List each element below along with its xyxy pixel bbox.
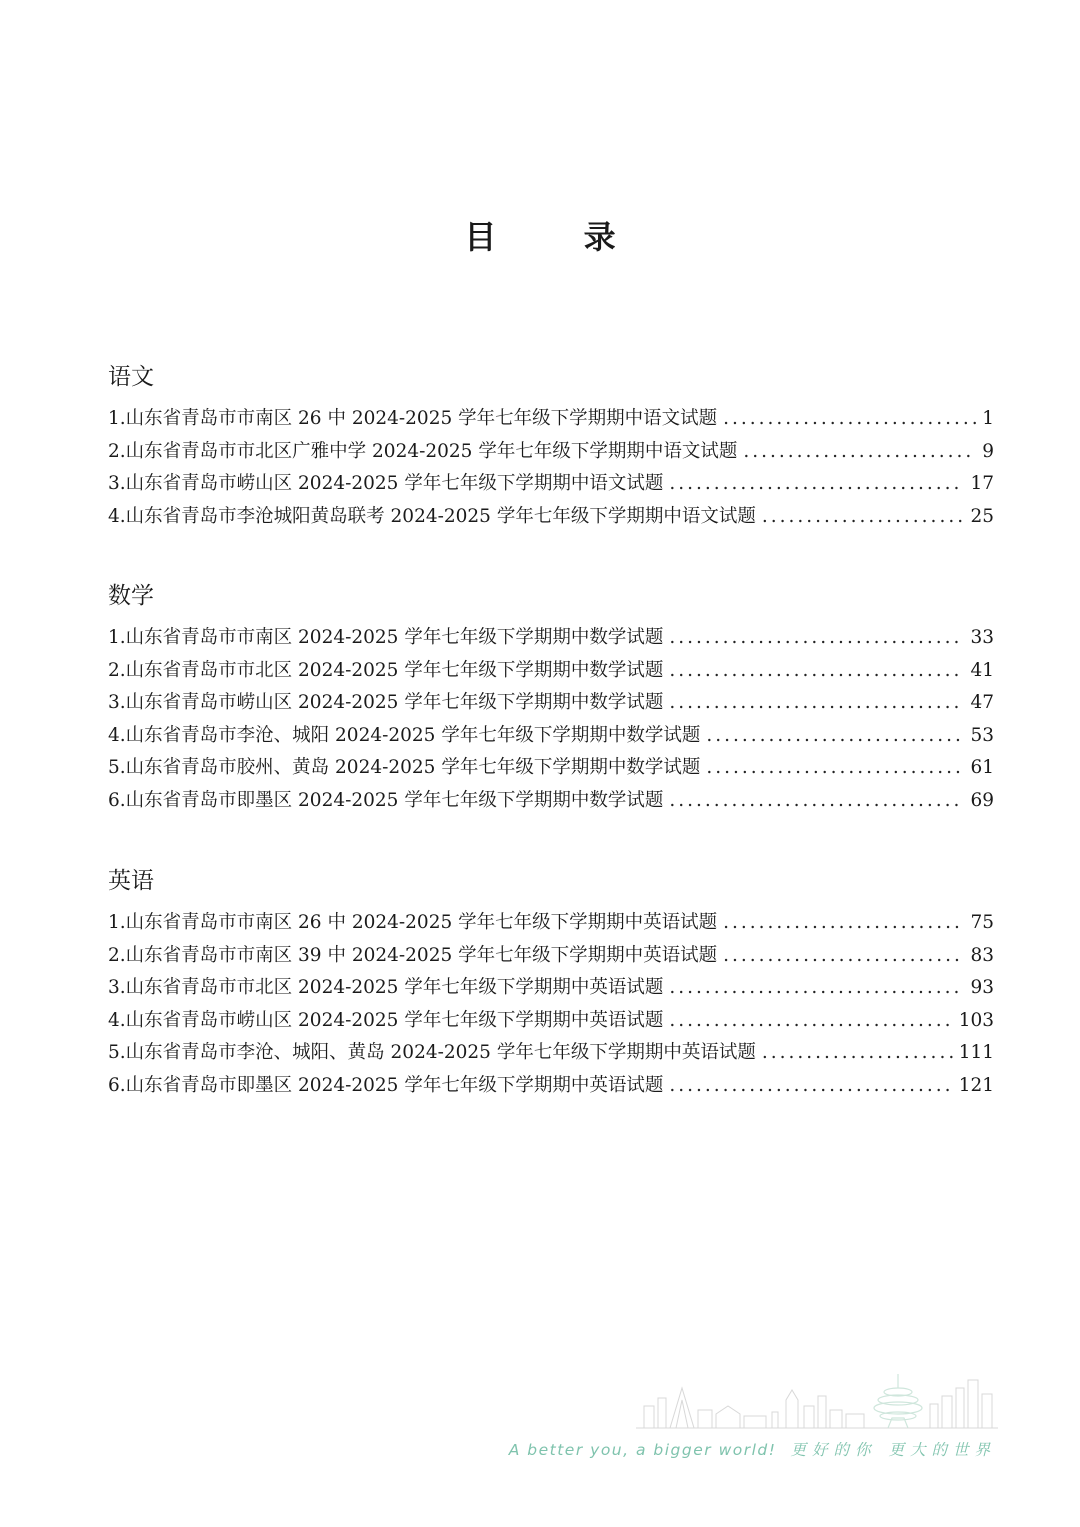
dot-leader [669, 687, 964, 720]
entry-title: 6.山东省青岛市即墨区 2024-2025 学年七年级下学期期中英语试题 [108, 1074, 664, 1096]
entry-page-number: 41 [970, 659, 994, 681]
toc-entry[interactable] [108, 501, 994, 534]
dot-leader [723, 403, 976, 436]
entry-page-number: 33 [970, 627, 994, 648]
dot-leader [723, 907, 964, 940]
dot-leader [669, 785, 964, 818]
entry-page-number: 111 [958, 1042, 994, 1063]
dot-leader [762, 1037, 953, 1070]
entry-page-number: 47 [970, 692, 994, 713]
dot-leader [706, 720, 964, 753]
entry-page-number: 103 [958, 1009, 994, 1031]
toc-entry[interactable] [108, 687, 994, 720]
dot-leader [669, 1005, 952, 1038]
footer-slogan [509, 1438, 996, 1460]
toc-entry[interactable] [108, 907, 994, 940]
entry-title: 3.山东省青岛市崂山区 2024-2025 学年七年级下学期期中语文试题 [108, 473, 664, 494]
entry-page-number: 121 [958, 1074, 994, 1096]
entry-page-number: 69 [970, 789, 994, 811]
toc-entry[interactable] [108, 972, 994, 1005]
entry-page-number: 83 [970, 944, 994, 966]
dot-leader [706, 752, 964, 785]
toc-section-english [108, 861, 994, 1102]
section-heading: 语文 [108, 364, 154, 390]
entry-title: 2.山东省青岛市市北区 2024-2025 学年七年级下学期期中数学试题 [108, 659, 664, 681]
entry-title: 3.山东省青岛市市北区 2024-2025 学年七年级下学期期中英语试题 [108, 977, 664, 998]
toc-entry[interactable] [108, 1070, 994, 1103]
entry-page-number: 93 [970, 977, 994, 998]
toc-entry[interactable] [108, 752, 994, 785]
entry-page-number: 61 [970, 757, 994, 778]
city-skyline-illustration [636, 1370, 998, 1430]
entry-page-number: 75 [970, 912, 994, 933]
toc-entry[interactable] [108, 1037, 994, 1070]
toc-entry[interactable] [108, 940, 994, 973]
entry-title: 5.山东省青岛市李沧、城阳、黄岛 2024-2025 学年七年级下学期期中英语试题 [108, 1042, 756, 1063]
dot-leader [669, 622, 964, 655]
toc-entry[interactable] [108, 785, 994, 818]
slogan-chinese-2: 更大的世界 [888, 1441, 996, 1459]
entry-page-number: 17 [970, 473, 994, 494]
entry-title: 1.山东省青岛市市南区 26 中 2024-2025 学年七年级下学期期中英语试题 [108, 912, 718, 933]
entry-page-number: 53 [970, 724, 994, 746]
entry-page-number: 9 [982, 440, 994, 462]
toc-entry[interactable] [108, 1005, 994, 1038]
section-heading: 数学 [108, 583, 154, 609]
entry-title: 4.山东省青岛市李沧、城阳 2024-2025 学年七年级下学期期中数学试题 [108, 724, 701, 746]
entry-title: 2.山东省青岛市市北区广雅中学 2024-2025 学年七年级下学期期中语文试题 [108, 440, 738, 462]
toc-section-chinese [108, 357, 994, 533]
slogan-english: A better you, a bigger world! [508, 1441, 777, 1459]
toc-entry[interactable] [108, 720, 994, 753]
entry-title: 2.山东省青岛市市南区 39 中 2024-2025 学年七年级下学期期中英语试题 [108, 944, 718, 966]
slogan-chinese-1: 更好的你 [790, 1441, 877, 1459]
entry-title: 6.山东省青岛市即墨区 2024-2025 学年七年级下学期期中数学试题 [108, 789, 664, 811]
entry-title: 4.山东省青岛市崂山区 2024-2025 学年七年级下学期期中英语试题 [108, 1009, 664, 1031]
toc-section-math [108, 576, 994, 817]
dot-leader [743, 436, 976, 469]
entry-page-number: 1 [982, 408, 994, 429]
entry-title: 1.山东省青岛市市南区 2024-2025 学年七年级下学期期中数学试题 [108, 627, 664, 648]
section-heading: 英语 [108, 868, 154, 894]
toc-entry[interactable] [108, 403, 994, 436]
entry-title: 3.山东省青岛市崂山区 2024-2025 学年七年级下学期期中数学试题 [108, 692, 664, 713]
dot-leader [669, 972, 964, 1005]
entry-title: 4.山东省青岛市李沧城阳黄岛联考 2024-2025 学年七年级下学期期中语文试题 [108, 505, 756, 527]
toc-entry[interactable] [108, 622, 994, 655]
toc-entry[interactable] [108, 436, 994, 469]
entry-page-number: 25 [970, 505, 994, 527]
page-title: 目 录 [464, 218, 654, 256]
toc-entry[interactable] [108, 655, 994, 688]
dot-leader [723, 940, 964, 973]
dot-leader [669, 468, 964, 501]
dot-leader [669, 655, 964, 688]
entry-title: 1.山东省青岛市市南区 26 中 2024-2025 学年七年级下学期期中语文试题 [108, 408, 718, 429]
entry-title: 5.山东省青岛市胶州、黄岛 2024-2025 学年七年级下学期期中数学试题 [108, 757, 701, 778]
dot-leader [669, 1070, 952, 1103]
dot-leader [762, 501, 965, 534]
toc-entry[interactable] [108, 468, 994, 501]
